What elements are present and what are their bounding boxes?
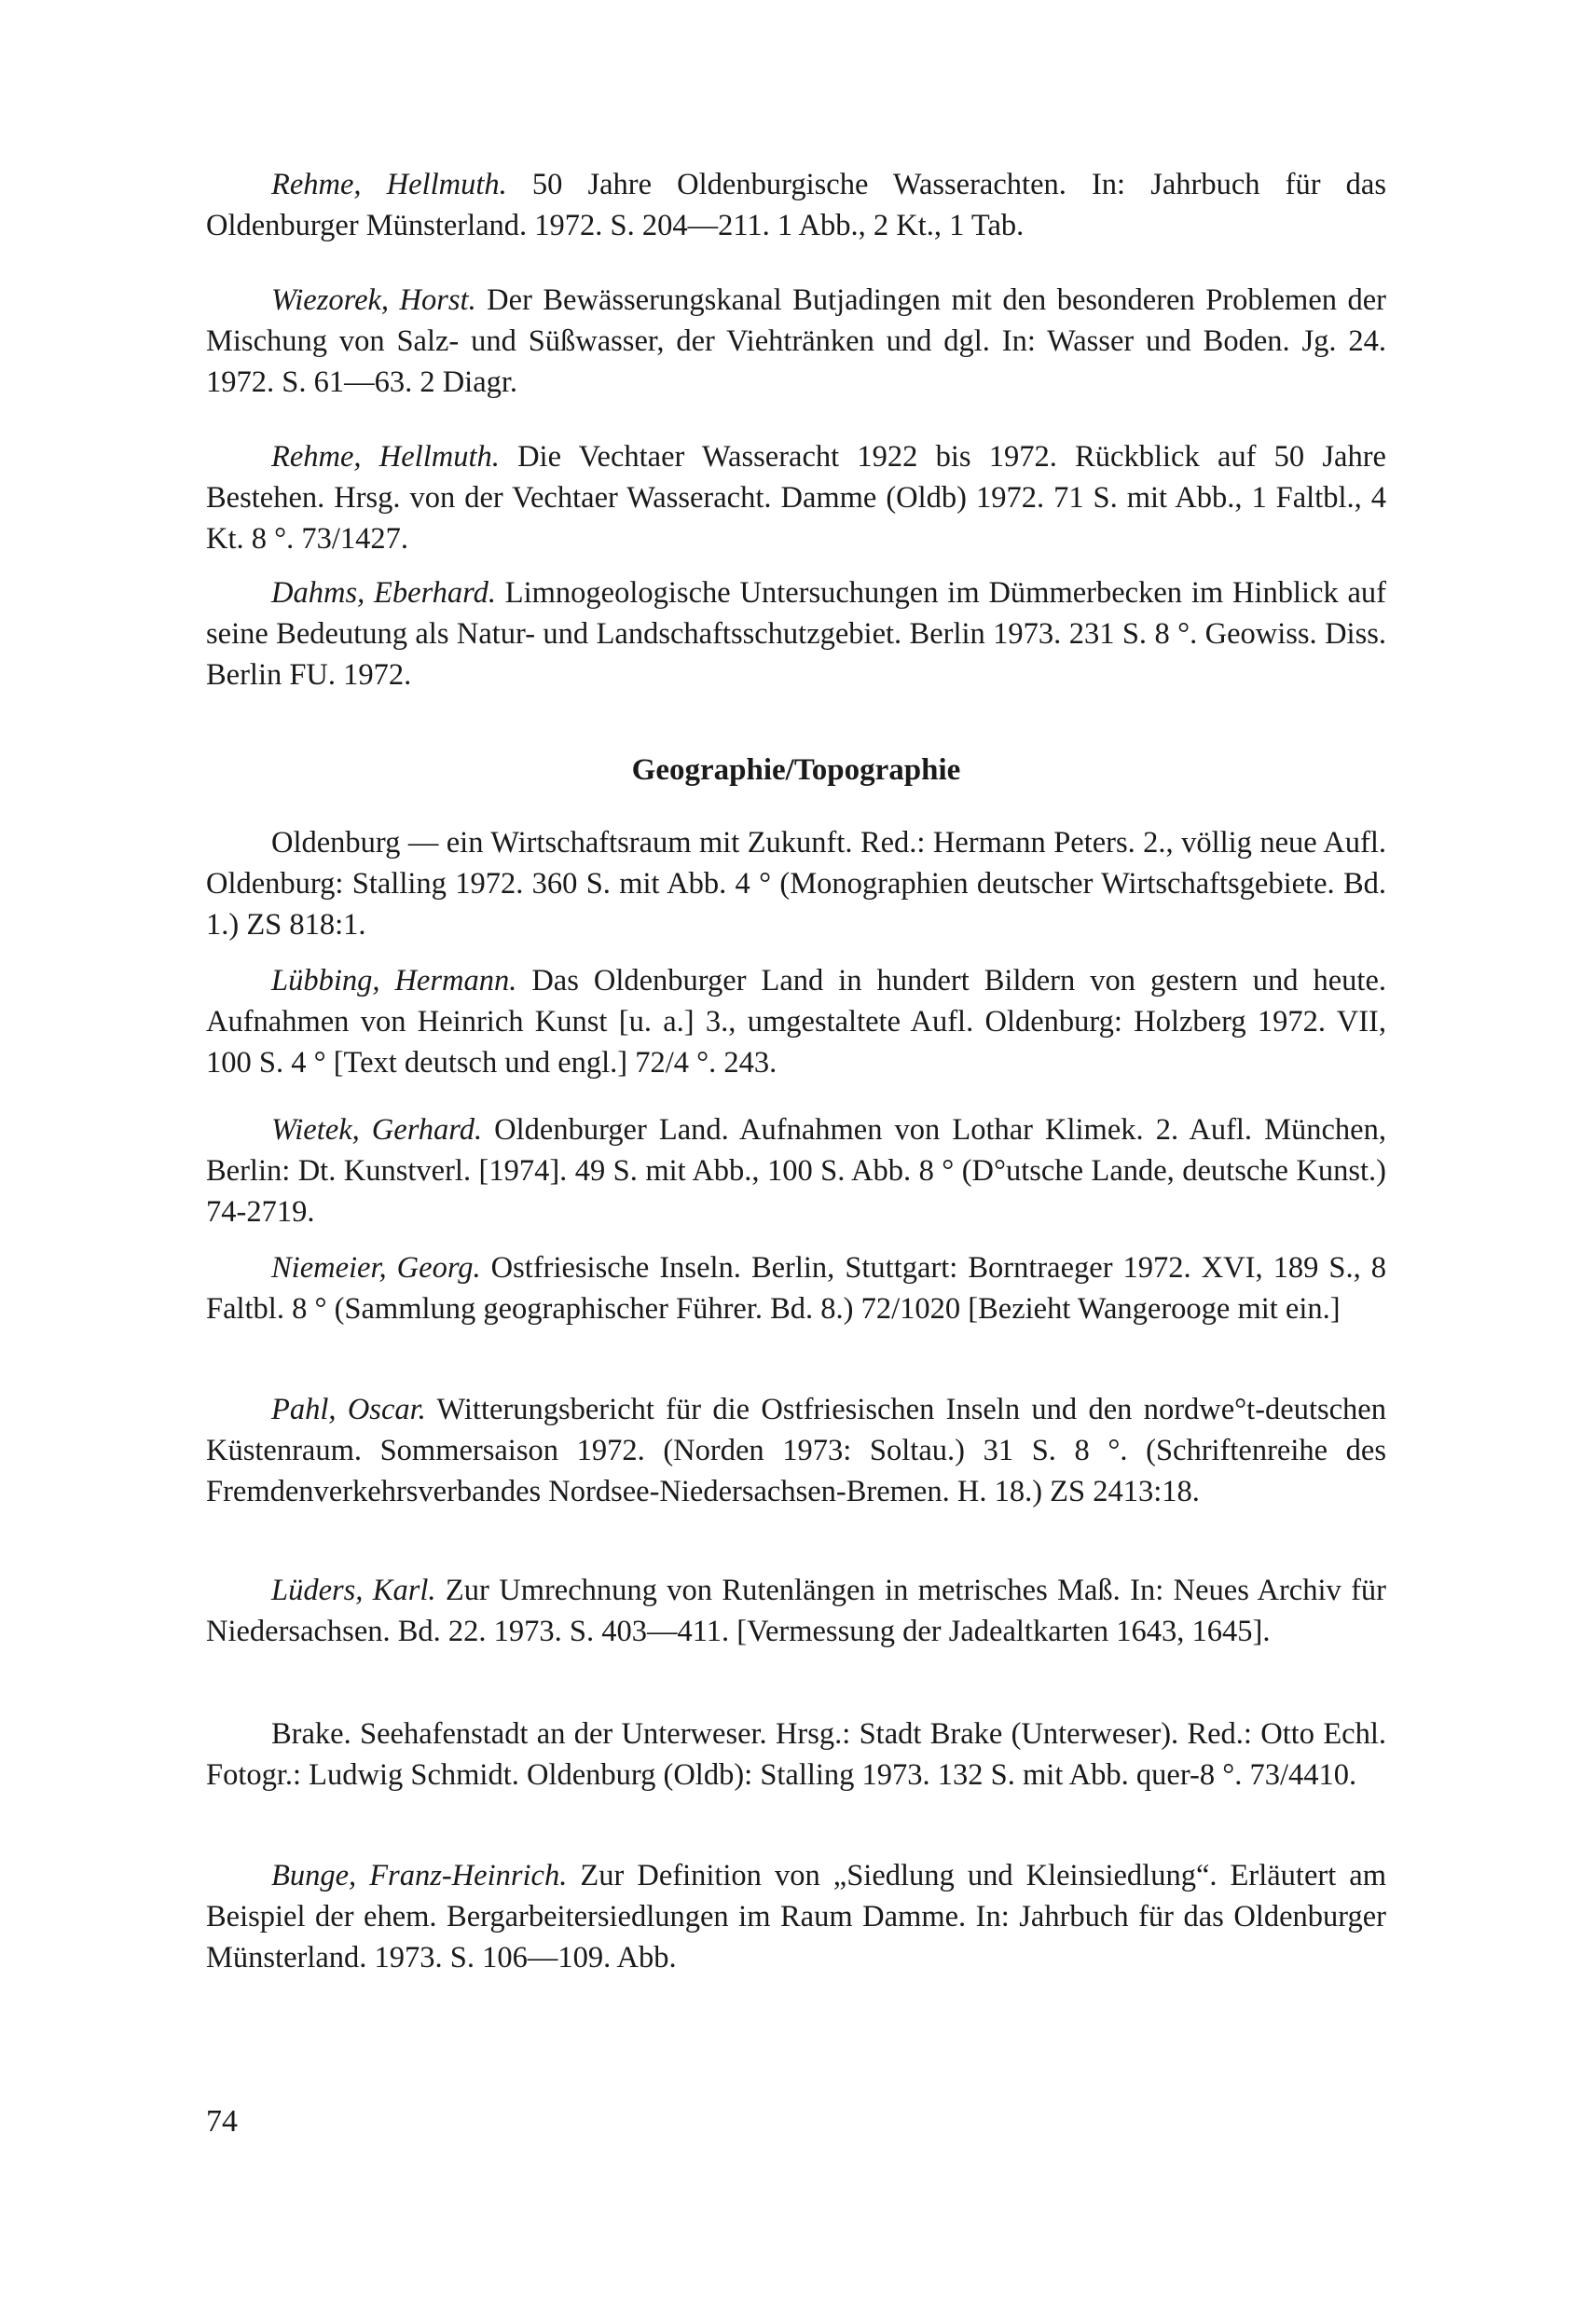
entry-text: Oldenburger Land. Aufnahmen von Lothar Klimek. 2. Aufl. München, Berlin: Dt. Kunstverl. [1974]. 49 S. mit Abb., 100 S. Abb. 8 ° (D°utsche Lande, deutsche Kunst.) 74-2719. [206,1113,1386,1229]
entry-author: Niemeier, Georg. [271,1251,481,1285]
bibliography-entry [206,572,1386,695]
entry-author: Lübbing, Hermann. [271,964,517,998]
bibliography-entry [206,164,1386,246]
section-heading: Geographie/Topographie [631,753,961,787]
bibliography-entry [206,436,1386,559]
entry-author: Dahms, Eberhard. [271,576,496,610]
bibliography-entry [206,822,1386,945]
entry-text: Limnogeologische Untersuchungen im Dümmerbecken im Hinblick auf seine Bedeutung als Natur- und Landschaftsschutzgebiet. Berlin 1973. 231 S. 8 °. Geowiss. Diss. Berlin FU. 1972. [206,576,1387,692]
bibliography-entry [206,280,1386,403]
entry-text: Das Oldenburger Land in hundert Bildern von gestern und heute. Aufnahmen von Heinrich Kunst [u. a.] 3., umgestaltete Aufl. Oldenburg: Holzberg 1972. VII, 100 S. 4 ° [Text deutsch und engl.] 72/4 °. 243. [206,964,1387,1080]
bibliography-entry [206,960,1386,1083]
entry-text: Der Bewässerungskanal Butjadingen mit den besonderen Problemen der Mischung von Salz- und Süßwasser, der Viehtränken und dgl. In: Wasser und Boden. Jg. 24. 1972. S. 61—63. 2 Diagr. [206,283,1386,399]
entry-text: Die Vechtaer Wasseracht 1922 bis 1972. Rückblick auf 50 Jahre Bestehen. Hrsg. von der Vechtaer Wasseracht. Damme (Oldb) 1972. 71 S. mit Abb., 1 Faltbl., 4 Kt. 8 °. 73/1427. [206,440,1386,556]
entry-text: Zur Definition von „Siedlung und Kleinsiedlung“. Erläutert am Beispiel der ehem. Bergarbeitersiedlungen im Raum Damme. In: Jahrbuch für das Oldenburger Münsterland. 1973. S. 106—109. Abb. [206,1859,1386,1975]
entry-text: 50 Jahre Oldenburgische Wasserachten. In: Jahrbuch für das Oldenburger Münsterland. 1972. S. 204—211. 1 Abb., 2 Kt., 1 Tab. [206,168,1386,242]
entry-text: Oldenburg — ein Wirtschaftsraum mit Zukunft. Red.: Hermann Peters. 2., völlig neue Aufl. Oldenburg: Stalling 1972. 360 S. mit Abb. 4 ° (Monographien deutscher Wirtschaftsgebiete. Bd. 1.) ZS 818:1. [206,826,1386,942]
bibliography-entry [206,1855,1386,1978]
entry-text: Ostfriesische Inseln. Berlin, Stuttgart: Borntraeger 1972. XVI, 189 S., 8 Faltbl. 8 ° (Sammlung geographischer Führer. Bd. 8.) 72/1020 [Bezieht Wangerooge mit ein.] [206,1251,1386,1326]
entry-text: Zur Umrechnung von Rutenlängen in metrisches Maß. In: Neues Archiv für Niedersachsen. Bd. 22. 1973. S. 403—411. [Vermessung der Jadealtkarten 1643, 1645]. [206,1574,1386,1648]
entry-text: Witterungsbericht für die Ostfriesischen Inseln und den nordwe°t-deutschen Küstenraum. Sommersaison 1972. (Norden 1973: Soltau.) 31 S. 8 °. (Schriftenreihe des Fremdenverkehrsverbandes Nordsee-Niedersachsen-Bremen. H. 18.) ZS 2413:18. [206,1393,1386,1508]
bibliography-entry [206,1713,1386,1796]
entry-author: Rehme, Hellmuth. [271,440,500,474]
bibliography-entry [206,1570,1386,1652]
entry-author: Wietek, Gerhard. [271,1113,483,1147]
entry-author: Wiezorek, Horst. [271,283,476,317]
entry-text: Brake. Seehafenstadt an der Unterweser. Hrsg.: Stadt Brake (Unterweser). Red.: Otto Echl. Fotogr.: Ludwig Schmidt. Oldenburg (Oldb): Stalling 1973. 132 S. mit Abb. quer-8 °. 73/4410. [206,1717,1386,1792]
entry-author: Bunge, Franz-Heinrich. [271,1859,568,1892]
bibliography-entry [206,1389,1386,1512]
entry-author: Rehme, Hellmuth. [271,168,507,201]
entry-author: Pahl, Oscar. [271,1393,426,1426]
page-number: 74 [206,2104,238,2139]
entry-author: Lüders, Karl. [271,1574,436,1607]
bibliography-entry [206,1109,1386,1232]
bibliography-entry [206,1247,1386,1329]
